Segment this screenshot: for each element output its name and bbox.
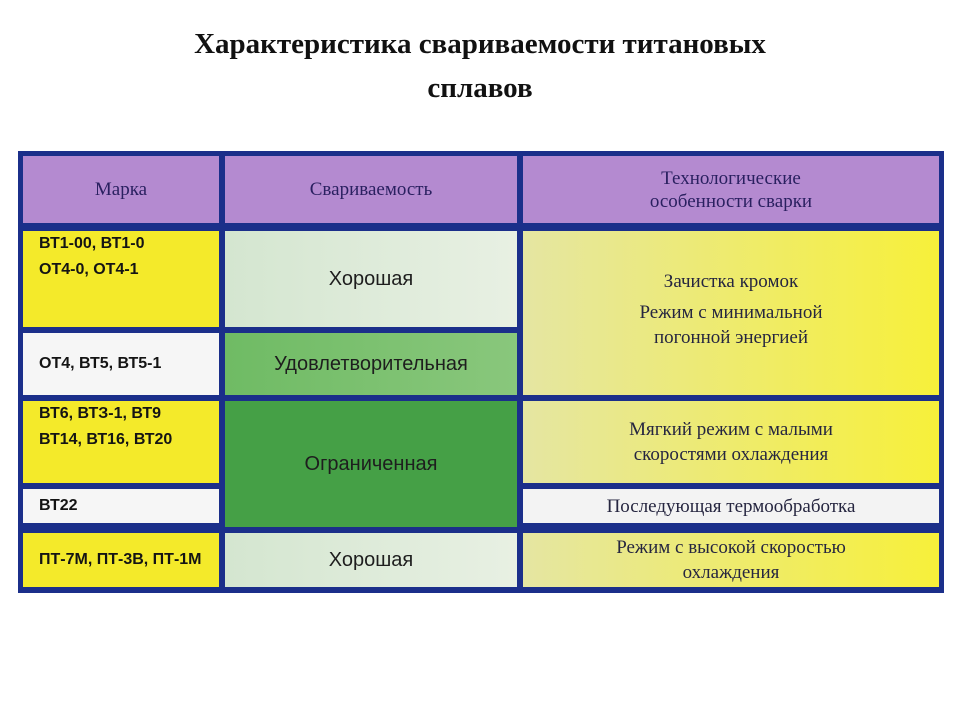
weldability-cell-row2	[225, 333, 517, 395]
header-features-line1: Технологические	[661, 167, 801, 189]
header-features	[523, 156, 939, 223]
grade-row2-line1: ОТ4, ВТ5, ВТ5-1	[39, 355, 162, 372]
weldability-cell-row3	[225, 401, 517, 527]
weldability-row2-label: Удовлетворительная	[274, 352, 468, 375]
grade-cell-row3	[23, 401, 219, 483]
page-title	[0, 22, 960, 110]
grade-row5-line1: ПТ-7М, ПТ-3В, ПТ-1М	[39, 551, 202, 568]
grade-row3-line1: ВТ6, ВТЗ-1, ВТ9	[39, 405, 161, 422]
weldability-row5-label: Хорошая	[328, 548, 414, 571]
features-row5-line2: охлаждения	[682, 562, 780, 583]
header-weldability-label: Свариваемость	[309, 179, 433, 200]
page-title-line1: Характеристика свариваемости титановых	[194, 28, 766, 60]
header-grade	[23, 156, 219, 223]
features-group1-line1: Зачистка кромок	[663, 271, 799, 292]
features-row3-line2: скоростями охлаждения	[633, 444, 829, 465]
features-row4-line1: Последующая термообработка	[606, 495, 856, 517]
grade-row4-line1: ВТ22	[39, 497, 78, 514]
features-row5-line1: Режим с высокой скоростью	[616, 537, 846, 558]
weldability-cell-row5	[225, 533, 517, 587]
header-grade-label: Марка	[94, 179, 148, 200]
grade-cell-row4	[23, 489, 219, 523]
features-cell-group1	[523, 231, 939, 395]
grade-cell-row2	[23, 333, 219, 395]
weldability-table	[18, 151, 944, 593]
weldability-cell-row1	[225, 231, 517, 327]
features-row3-line1: Мягкий режим с малыми	[629, 419, 833, 440]
header-weldability	[225, 156, 517, 223]
features-cell-row5	[523, 533, 939, 587]
grade-cell-row5	[23, 533, 219, 587]
grade-row3-line2: ВТ14, ВТ16, ВТ20	[39, 431, 173, 448]
grade-row1-line2: ОТ4-0, ОТ4-1	[39, 261, 139, 278]
grade-row1-line1: ВТ1-00, ВТ1-0	[39, 235, 145, 252]
features-cell-row3	[523, 401, 939, 483]
weldability-row1-label: Хорошая	[328, 267, 414, 290]
page-title-line2: сплавов	[427, 72, 533, 104]
grade-cell-row1	[23, 231, 219, 327]
features-group1-line2: Режим с минимальной	[639, 302, 823, 323]
weldability-row3-label: Ограниченная	[304, 452, 438, 475]
features-group1-line3: погонной энергией	[653, 327, 809, 348]
header-features-line2: особенности сварки	[649, 190, 813, 212]
features-cell-row4	[523, 489, 939, 523]
